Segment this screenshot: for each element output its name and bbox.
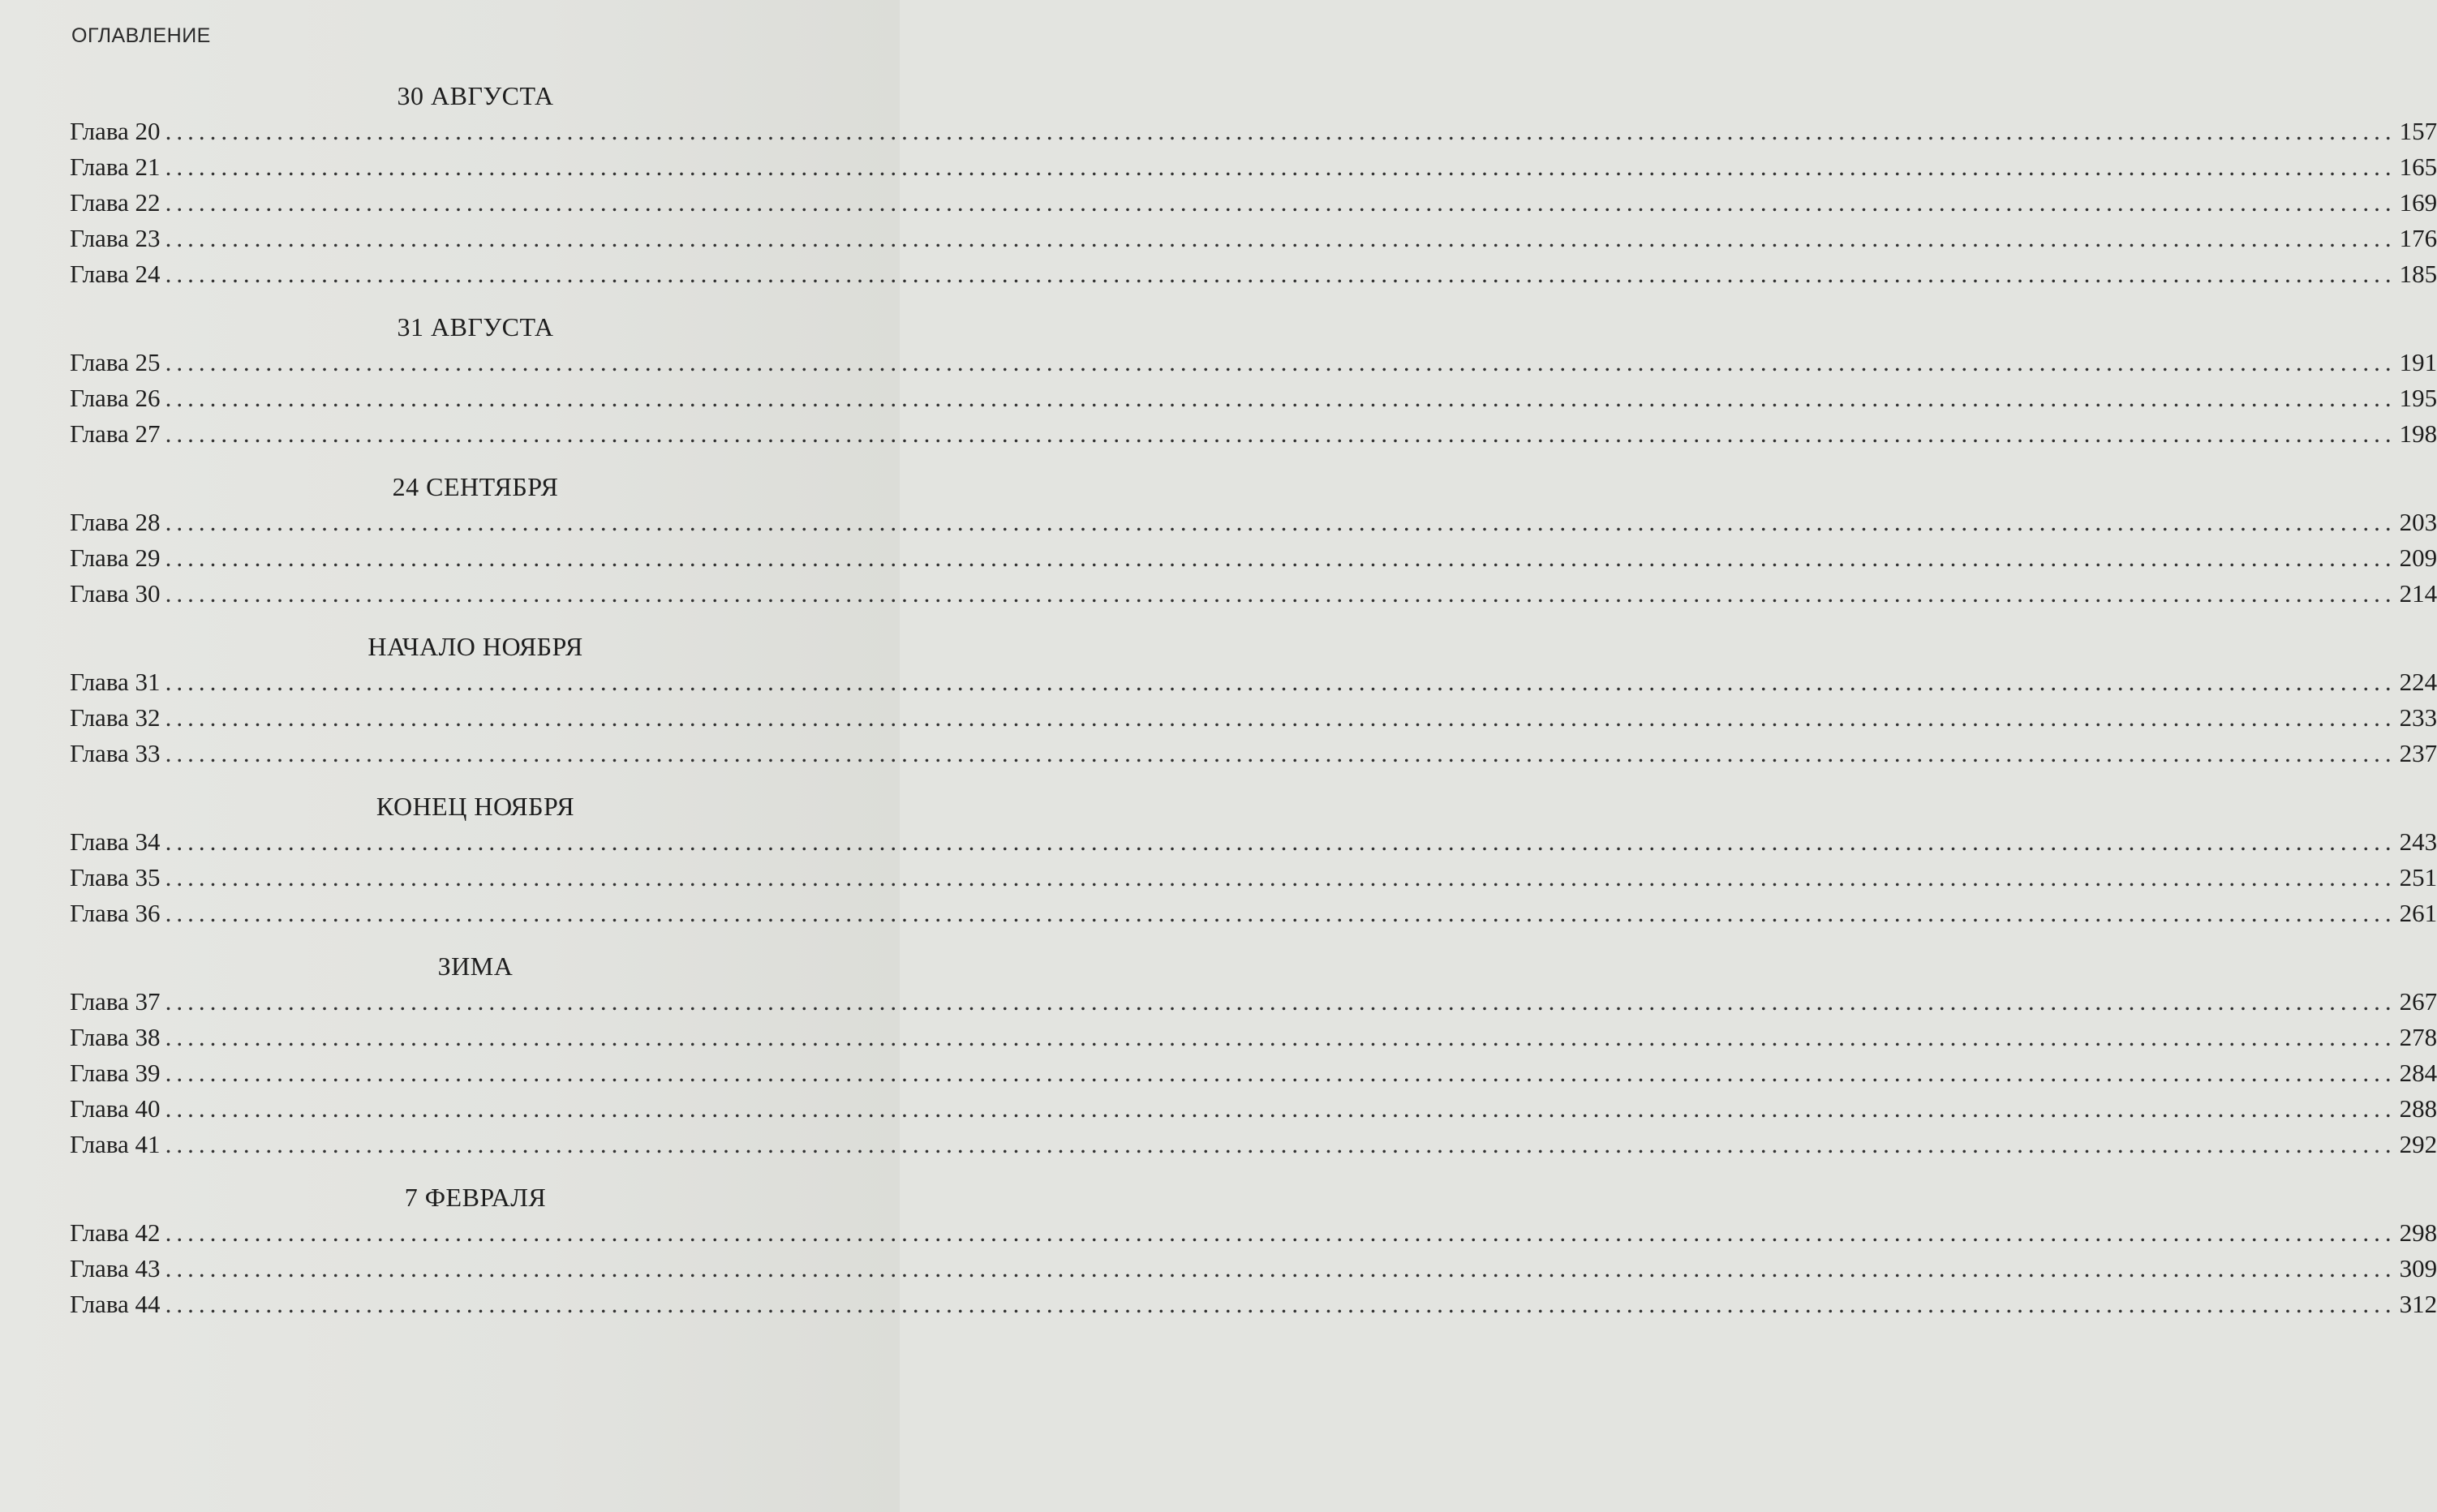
dot-leader: ........................................................................................................................................................................................................ (165, 827, 2396, 856)
page-number: 237 (2399, 739, 2437, 767)
section-title: НАЧАЛО НОЯБРЯ (367, 632, 583, 661)
chapter-label: Глава 32 (70, 703, 161, 732)
dot-leader: ........................................................................................................................................................................................................ (165, 668, 2396, 696)
dot-leader: ........................................................................................................................................................................................................ (165, 1023, 2396, 1051)
chapter-label: Глава 22 (70, 188, 161, 217)
dot-leader: ........................................................................................................................................................................................................ (165, 1290, 2396, 1318)
dot-leader: ........................................................................................................................................................................................................ (165, 899, 2396, 927)
dot-leader: ........................................................................................................................................................................................................ (165, 1094, 2396, 1123)
dot-leader: ........................................................................................................................................................................................................ (165, 117, 2396, 145)
dot-leader: ........................................................................................................................................................................................................ (165, 419, 2396, 448)
toc-entry (70, 860, 2437, 896)
table-of-contents (70, 78, 2437, 1322)
page-number: 157 (2399, 117, 2437, 145)
section-title: 30 АВГУСТА (397, 81, 554, 110)
chapter-label: Глава 41 (70, 1130, 161, 1158)
toc-entry (70, 736, 2437, 771)
section-title: ЗИМА (437, 951, 514, 981)
dot-leader: ........................................................................................................................................................................................................ (165, 384, 2396, 412)
chapter-label: Глава 25 (70, 348, 161, 376)
toc-entry (70, 185, 2437, 221)
chapter-label: Глава 29 (70, 543, 161, 572)
chapter-label: Глава 26 (70, 384, 161, 412)
toc-section (70, 629, 2437, 771)
toc-section (70, 78, 2437, 292)
toc-section (70, 309, 2437, 452)
chapter-label: Глава 40 (70, 1094, 161, 1123)
section-title: 31 АВГУСТА (397, 312, 554, 341)
page-number: 165 (2399, 152, 2437, 181)
chapter-label: Глава 37 (70, 987, 161, 1016)
toc-entry (70, 1251, 2437, 1286)
dot-leader: ........................................................................................................................................................................................................ (165, 739, 2396, 767)
page-number: 261 (2399, 899, 2437, 927)
chapter-label: Глава 36 (70, 899, 161, 927)
chapter-label: Глава 34 (70, 827, 161, 856)
dot-leader: ........................................................................................................................................................................................................ (165, 1059, 2396, 1087)
toc-entry (70, 1091, 2437, 1127)
dot-leader: ........................................................................................................................................................................................................ (165, 987, 2396, 1016)
page-number: 312 (2399, 1290, 2437, 1318)
section-title: 7 ФЕВРАЛЯ (404, 1183, 547, 1212)
page-number: 309 (2399, 1254, 2437, 1282)
dot-leader: ........................................................................................................................................................................................................ (165, 863, 2396, 891)
chapter-label: Глава 43 (70, 1254, 161, 1282)
page-number: 203 (2399, 508, 2437, 536)
dot-leader: ........................................................................................................................................................................................................ (165, 260, 2396, 288)
page-number: 191 (2399, 348, 2437, 376)
chapter-label: Глава 44 (70, 1290, 161, 1318)
toc-entry (70, 380, 2437, 416)
page-number: 198 (2399, 419, 2437, 448)
toc-section (70, 788, 2437, 931)
chapter-label: Глава 30 (70, 579, 161, 608)
dot-leader: ........................................................................................................................................................................................................ (165, 508, 2396, 536)
page-number: 169 (2399, 188, 2437, 217)
page-number: 195 (2399, 384, 2437, 412)
chapter-label: Глава 21 (70, 152, 161, 181)
dot-leader: ........................................................................................................................................................................................................ (165, 188, 2396, 217)
running-head: ОГЛАВЛЕНИЕ (71, 24, 211, 47)
toc-entry (70, 1215, 2437, 1251)
dot-leader: ........................................................................................................................................................................................................ (165, 579, 2396, 608)
toc-entry (70, 700, 2437, 736)
page-number: 284 (2399, 1059, 2437, 1087)
page-number: 267 (2399, 987, 2437, 1016)
page-number: 251 (2399, 863, 2437, 891)
page-number: 278 (2399, 1023, 2437, 1051)
page-number: 185 (2399, 260, 2437, 288)
page-number: 224 (2399, 668, 2437, 696)
chapter-label: Глава 42 (70, 1218, 161, 1247)
chapter-label: Глава 27 (70, 419, 161, 448)
toc-entry (70, 540, 2437, 576)
dot-leader: ........................................................................................................................................................................................................ (165, 1218, 2396, 1247)
page-number: 176 (2399, 224, 2437, 252)
page-number: 292 (2399, 1130, 2437, 1158)
chapter-label: Глава 33 (70, 739, 161, 767)
page-number: 233 (2399, 703, 2437, 732)
toc-section (70, 1179, 2437, 1322)
toc-entry (70, 576, 2437, 612)
toc-entry (70, 824, 2437, 860)
dot-leader: ........................................................................................................................................................................................................ (165, 1130, 2396, 1158)
chapter-label: Глава 35 (70, 863, 161, 891)
chapter-label: Глава 28 (70, 508, 161, 536)
chapter-label: Глава 24 (70, 260, 161, 288)
chapter-label: Глава 31 (70, 668, 161, 696)
section-title: 24 СЕНТЯБРЯ (392, 472, 559, 501)
toc-entry (70, 149, 2437, 185)
chapter-label: Глава 23 (70, 224, 161, 252)
section-title: КОНЕЦ НОЯБРЯ (376, 792, 575, 821)
dot-leader: ........................................................................................................................................................................................................ (165, 543, 2396, 572)
page-number: 298 (2399, 1218, 2437, 1247)
toc-entry (70, 256, 2437, 292)
toc-entry (70, 1020, 2437, 1055)
dot-leader: ........................................................................................................................................................................................................ (165, 1254, 2396, 1282)
toc-entry (70, 345, 2437, 380)
toc-section (70, 469, 2437, 612)
page-number: 243 (2399, 827, 2437, 856)
dot-leader: ........................................................................................................................................................................................................ (165, 224, 2396, 252)
dot-leader: ........................................................................................................................................................................................................ (165, 152, 2396, 181)
toc-entry (70, 221, 2437, 256)
toc-entry (70, 664, 2437, 700)
toc-entry (70, 114, 2437, 149)
chapter-label: Глава 39 (70, 1059, 161, 1087)
page-number: 288 (2399, 1094, 2437, 1123)
chapter-label: Глава 20 (70, 117, 161, 145)
toc-entry (70, 896, 2437, 931)
toc-section (70, 948, 2437, 1162)
page-number: 209 (2399, 543, 2437, 572)
toc-entry (70, 505, 2437, 540)
toc-entry (70, 1127, 2437, 1162)
toc-entry (70, 416, 2437, 452)
toc-entry (70, 984, 2437, 1020)
chapter-label: Глава 38 (70, 1023, 161, 1051)
toc-entry (70, 1055, 2437, 1091)
toc-entry (70, 1286, 2437, 1322)
dot-leader: ........................................................................................................................................................................................................ (165, 348, 2396, 376)
page-number: 214 (2399, 579, 2437, 608)
dot-leader: ........................................................................................................................................................................................................ (165, 703, 2396, 732)
